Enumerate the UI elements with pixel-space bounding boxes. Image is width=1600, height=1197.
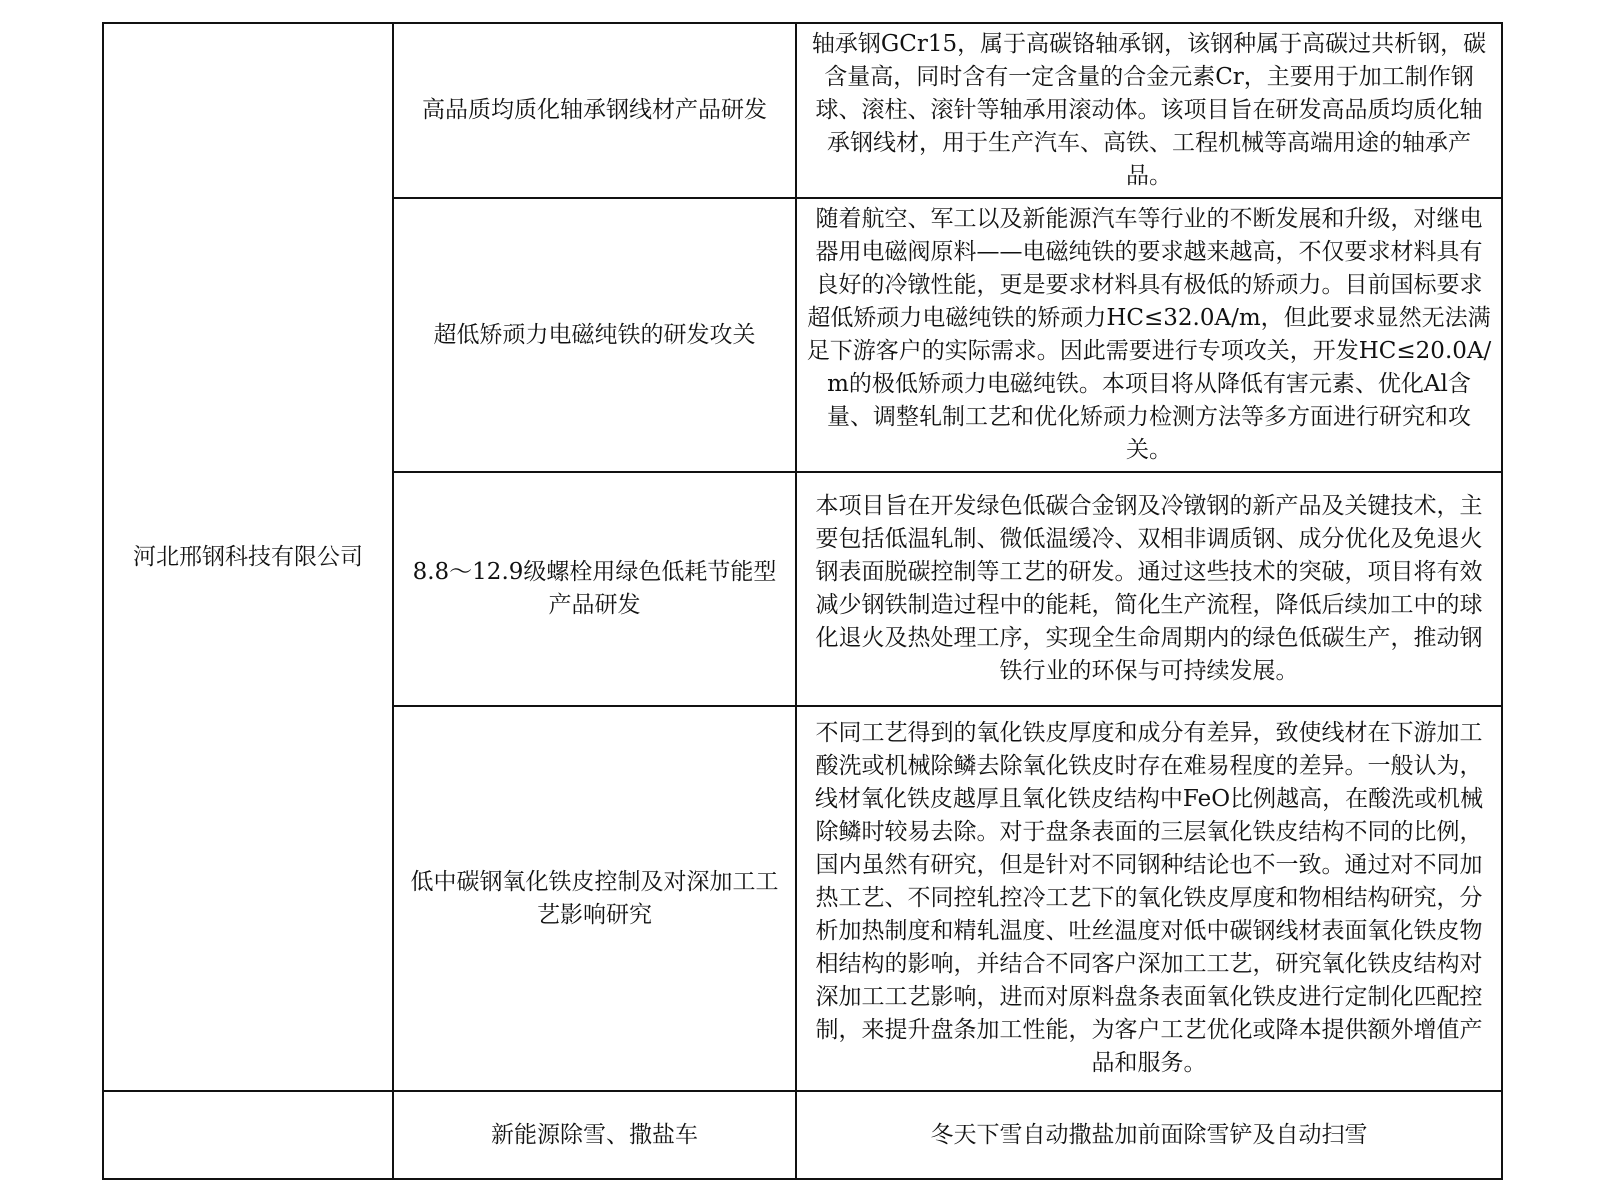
project-name-cell: 新能源除雪、撒盐车: [393, 1091, 796, 1179]
project-description-cell: 不同工艺得到的氧化铁皮厚度和成分有差异，致使线材在下游加工酸洗或机械除鳞去除氧化铁皮时存在难易程度的差异。一般认为，线材氧化铁皮越厚且氧化铁皮结构中FeO比例越高，在酸洗或机械除鳞时较易去除。对于盘条表面的三层氧化铁皮结构不同的比例，国内虽然有研究，但是针对不同钢种结论也不一致。通过对不同加热工艺、不同控轧控冷工艺下的氧化铁皮厚度和物相结构研究，分析加热制度和精轧温度、吐丝温度对低中碳钢线材表面氧化铁皮物相结构的影响，并结合不同客户深加工工艺，研究氧化铁皮结构对深加工工艺影响，进而对原料盘条表面氧化铁皮进行定制化匹配控制，来提升盘条加工性能，为客户工艺优化或降本提供额外增值产品和服务。: [796, 706, 1502, 1091]
project-name-cell: 超低矫顽力电磁纯铁的研发攻关: [393, 198, 796, 472]
company-cell: 河北邢钢科技有限公司: [103, 23, 393, 1091]
project-name-cell: 低中碳钢氧化铁皮控制及对深加工工艺影响研究: [393, 706, 796, 1091]
project-name-cell: 高品质均质化轴承钢线材产品研发: [393, 23, 796, 198]
project-table: [102, 22, 1503, 1180]
project-description-cell: 冬天下雪自动撒盐加前面除雪铲及自动扫雪: [796, 1091, 1502, 1179]
project-name-cell: 8.8～12.9级螺栓用绿色低耗节能型产品研发: [393, 472, 796, 706]
table-row: [103, 1091, 1502, 1179]
project-description-cell: 轴承钢GCr15，属于高碳铬轴承钢，该钢种属于高碳过共析钢，碳含量高，同时含有一定含量的合金元素Cr，主要用于加工制作钢球、滚柱、滚针等轴承用滚动体。该项目旨在研发高品质均质化轴承钢线材，用于生产汽车、高铁、工程机械等高端用途的轴承产品。: [796, 23, 1502, 198]
company-cell-empty: [103, 1091, 393, 1179]
table-row: [103, 23, 1502, 198]
project-description-cell: 随着航空、军工以及新能源汽车等行业的不断发展和升级，对继电器用电磁阀原料——电磁纯铁的要求越来越高，不仅要求材料具有良好的冷镦性能，更是要求材料具有极低的矫顽力。目前国标要求超低矫顽力电磁纯铁的矫顽力HC≤32.0A/m，但此要求显然无法满足下游客户的实际需求。因此需要进行专项攻关，开发HC≤20.0A/m的极低矫顽力电磁纯铁。本项目将从降低有害元素、优化Al含量、调整轧制工艺和优化矫顽力检测方法等多方面进行研究和攻关。: [796, 198, 1502, 472]
project-description-cell: 本项目旨在开发绿色低碳合金钢及冷镦钢的新产品及关键技术，主要包括低温轧制、微低温缓冷、双相非调质钢、成分优化及免退火钢表面脱碳控制等工艺的研发。通过这些技术的突破，项目将有效减少钢铁制造过程中的能耗，简化生产流程，降低后续加工中的球化退火及热处理工序，实现全生命周期内的绿色低碳生产，推动钢铁行业的环保与可持续发展。: [796, 472, 1502, 706]
